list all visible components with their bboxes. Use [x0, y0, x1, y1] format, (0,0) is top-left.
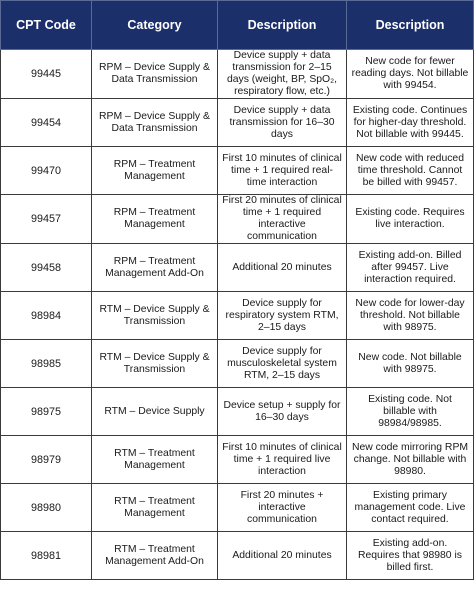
table-row: [1, 340, 474, 388]
table-row: [1, 388, 474, 436]
cpt-code-cell: 99457: [1, 195, 92, 244]
cpt-code-cell: 99454: [1, 99, 92, 147]
description-cell: Additional 20 minutes: [218, 532, 347, 580]
table-row: [1, 532, 474, 580]
cpt-code-cell: 98981: [1, 532, 92, 580]
category-cell: RPM – Treatment Management: [92, 195, 218, 244]
notes-cell: New code. Not billable with 98975.: [347, 340, 474, 388]
table-row: [1, 292, 474, 340]
category-cell: RTM – Device Supply & Transmission: [92, 340, 218, 388]
cpt-code-cell: 98985: [1, 340, 92, 388]
table-header-row: [1, 1, 474, 50]
header-cpt-code: CPT Code: [1, 1, 92, 50]
description-cell: First 10 minutes of clinical time + 1 required real-time interaction: [218, 147, 347, 195]
table-row: [1, 50, 474, 99]
category-cell: RPM – Treatment Management Add-On: [92, 244, 218, 292]
notes-cell: New code mirroring RPM change. Not billable with 98980.: [347, 436, 474, 484]
description-cell: Device supply for musculoskeletal system RTM, 2–15 days: [218, 340, 347, 388]
notes-cell: New code with reduced time threshold. Cannot be billed with 99457.: [347, 147, 474, 195]
notes-cell: Existing primary management code. Live contact required.: [347, 484, 474, 532]
cpt-code-cell: 99445: [1, 50, 92, 99]
category-cell: RPM – Device Supply & Data Transmission: [92, 50, 218, 99]
description-cell: Additional 20 minutes: [218, 244, 347, 292]
table-row: [1, 436, 474, 484]
category-cell: RTM – Treatment Management Add-On: [92, 532, 218, 580]
notes-cell: Existing code. Requires live interaction.: [347, 195, 474, 244]
description-cell: First 20 minutes + interactive communication: [218, 484, 347, 532]
table-row: [1, 484, 474, 532]
table-row: [1, 99, 474, 147]
cpt-code-cell: 98980: [1, 484, 92, 532]
cpt-code-cell: 99470: [1, 147, 92, 195]
description-cell: First 10 minutes of clinical time + 1 required live interaction: [218, 436, 347, 484]
description-cell: First 20 minutes of clinical time + 1 required interactive communication: [218, 195, 347, 244]
notes-cell: Existing code. Not billable with 98984/98985.: [347, 388, 474, 436]
cpt-code-cell: 99458: [1, 244, 92, 292]
header-category: Category: [92, 1, 218, 50]
header-description-notes: Description: [347, 1, 474, 50]
cpt-code-cell: 98979: [1, 436, 92, 484]
description-cell: Device supply + data transmission for 16–30 days: [218, 99, 347, 147]
category-cell: RTM – Device Supply: [92, 388, 218, 436]
table-row: [1, 244, 474, 292]
notes-cell: Existing add-on. Billed after 99457. Live interaction required.: [347, 244, 474, 292]
cpt-code-cell: 98984: [1, 292, 92, 340]
notes-cell: Existing add-on. Requires that 98980 is billed first.: [347, 532, 474, 580]
header-description: Description: [218, 1, 347, 50]
notes-cell: Existing code. Continues for higher-day threshold. Not billable with 99445.: [347, 99, 474, 147]
category-cell: RTM – Treatment Management: [92, 436, 218, 484]
category-cell: RPM – Device Supply & Data Transmission: [92, 99, 218, 147]
category-cell: RPM – Treatment Management: [92, 147, 218, 195]
category-cell: RTM – Device Supply & Transmission: [92, 292, 218, 340]
cpt-code-cell: 98975: [1, 388, 92, 436]
category-cell: RTM – Treatment Management: [92, 484, 218, 532]
notes-cell: New code for lower-day threshold. Not billable with 98975.: [347, 292, 474, 340]
table-row: [1, 147, 474, 195]
description-cell: Device setup + supply for 16–30 days: [218, 388, 347, 436]
description-cell: Device supply for respiratory system RTM, 2–15 days: [218, 292, 347, 340]
table-row: [1, 195, 474, 244]
notes-cell: New code for fewer reading days. Not billable with 99454.: [347, 50, 474, 99]
description-cell: Device supply + data transmission for 2–15 days (weight, BP, SpO₂, respiratory flow, etc.): [218, 50, 347, 99]
